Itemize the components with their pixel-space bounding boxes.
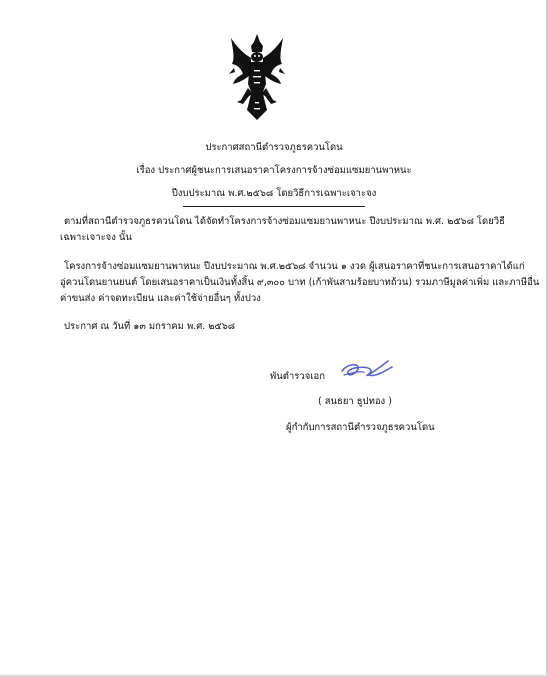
signer-rank: พันตำรวจเอก (270, 371, 325, 382)
fiscal-year-method: ปีงบประมาณ พ.ศ.๒๕๖๘ โดยวิธีการเฉพาะเจาะจง (171, 188, 377, 199)
paragraph-2-line-2: อู่ควนโดนยานยนต์ โดยเสนอราคาเป็นเงินทั้งสิ้น ๙,๓๐๐ บาท (เก้าพันสามร้อยบาทถ้วน) รวมภาษีมูลค่าเพิ่ม และภาษีอื่น (60, 277, 540, 288)
announcement-subject: เรื่อง ประกาศผู้ชนะการเสนอราคาโครงการจ้างซ่อมแซมยานพาหนะ (136, 165, 412, 176)
paragraph-2-line-3: ค่าขนส่ง ค่าจดทะเบียน และค่าใช้จ่ายอื่นๆ ทั้งปวง (60, 293, 261, 304)
announce-date: ประกาศ ณ วันที่ ๑๓ มกราคม พ.ศ. ๒๕๖๘ (64, 321, 236, 332)
announcement-heading: ประกาศสถานีตำรวจภูธรควนโดน (205, 142, 343, 153)
paragraph-1-line-2: เฉพาะเจาะจง นั้น (60, 232, 132, 243)
garuda-emblem-icon (229, 34, 285, 120)
header-divider (183, 206, 365, 207)
paragraph-2-line-1: โครงการจ้างซ่อมแซมยานพาหนะ ปีงบประมาณ พ.ศ.๒๕๖๘ จำนวน ๑ งวด ผู้เสนอราคาที่ชนะการเสนอราคาได้แก่ (64, 261, 525, 272)
paragraph-1-line-1: ตามที่สถานีตำรวจภูธรควนโดน ได้จัดทำโครงการจ้างซ่อมแซมยานพาหนะ ปีงบประมาณ พ.ศ. ๒๕๖๘ โดยวิธี (64, 216, 505, 227)
signer-title: ผู้กำกับการสถานีตำรวจภูธรควนโดน (286, 422, 435, 433)
handwritten-signature-icon (338, 357, 396, 385)
signer-name: ( สนธยา ธูปทอง ) (318, 396, 392, 407)
